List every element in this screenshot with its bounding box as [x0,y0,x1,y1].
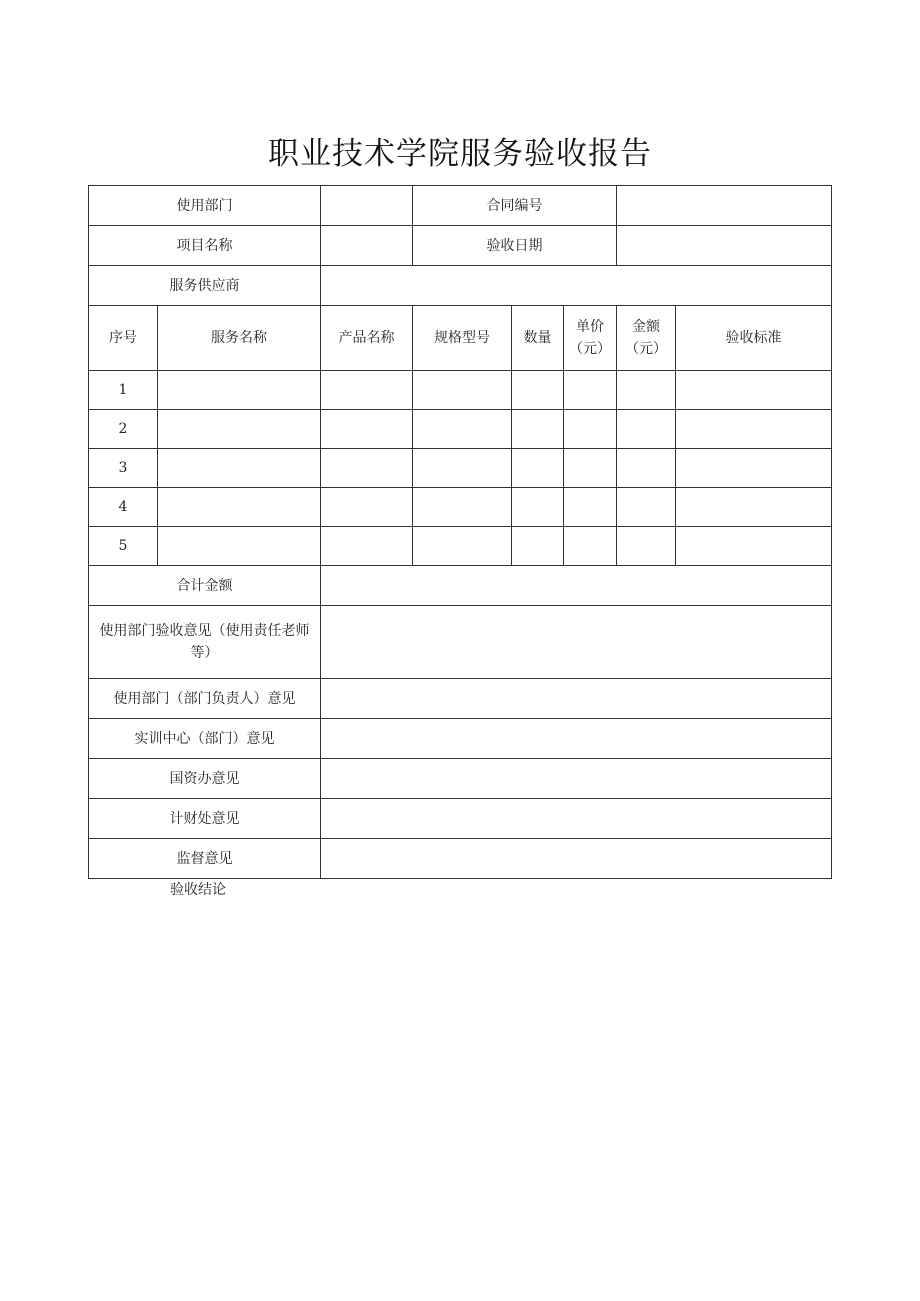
row-qty-cell[interactable] [512,410,564,449]
project-label: 项目名称 [89,226,321,266]
row-qty-cell[interactable] [512,527,564,566]
date-value-cell[interactable] [617,226,832,266]
acceptance-form-table [88,185,832,879]
dept-head-value-cell[interactable] [321,679,832,719]
row-standard-cell[interactable] [676,488,832,527]
col-spec: 规格型号 [413,306,512,371]
header-row-3 [89,266,832,306]
row-amount-cell[interactable] [617,488,676,527]
conclusion-label: 验收结论 [170,882,226,898]
supplier-label: 服务供应商 [89,266,321,306]
row-unit-price-cell[interactable] [564,527,617,566]
total-row [89,566,832,606]
table-row [89,449,832,488]
contract-no-value-cell[interactable] [617,186,832,226]
assets-office-value-cell[interactable] [321,759,832,799]
dept-head-row [89,679,832,719]
finance-office-label: 计财处意见 [89,799,321,839]
row-amount-cell[interactable] [617,410,676,449]
total-label: 合计金额 [89,566,321,606]
row-service-name-cell[interactable] [158,410,321,449]
row-standard-cell[interactable] [676,449,832,488]
supervision-label: 监督意见 [89,839,321,879]
row-service-name-cell[interactable] [158,371,321,410]
col-unit-price-line1: 单价 [576,319,604,335]
row-amount-cell[interactable] [617,371,676,410]
row-unit-price-cell[interactable] [564,371,617,410]
col-standard: 验收标准 [676,306,832,371]
col-amount-line2: （元） [625,341,668,357]
row-qty-cell[interactable] [512,449,564,488]
col-product-name: 产品名称 [321,306,413,371]
col-qty: 数量 [512,306,564,371]
supervision-row [89,839,832,879]
dept-value-cell[interactable] [321,186,413,226]
supplier-value-cell[interactable] [321,266,832,306]
table-row [89,371,832,410]
row-product-name-cell[interactable] [321,488,413,527]
row-seq: 1 [89,371,158,410]
row-amount-cell[interactable] [617,527,676,566]
row-spec-cell[interactable] [413,371,512,410]
finance-office-row [89,799,832,839]
column-header-row [89,306,832,371]
row-product-name-cell[interactable] [321,410,413,449]
row-unit-price-cell[interactable] [564,449,617,488]
dept-label: 使用部门 [89,186,321,226]
table-row [89,410,832,449]
row-product-name-cell[interactable] [321,527,413,566]
row-product-name-cell[interactable] [321,449,413,488]
row-seq: 5 [89,527,158,566]
row-spec-cell[interactable] [413,449,512,488]
row-qty-cell[interactable] [512,488,564,527]
row-spec-cell[interactable] [413,488,512,527]
table-row [89,488,832,527]
assets-office-row [89,759,832,799]
assets-office-label: 国资办意见 [89,759,321,799]
row-amount-cell[interactable] [617,449,676,488]
row-spec-cell[interactable] [413,410,512,449]
col-amount-line1: 金额 [632,319,661,335]
row-unit-price-cell[interactable] [564,410,617,449]
row-seq: 2 [89,410,158,449]
project-value-cell[interactable] [321,226,413,266]
row-unit-price-cell[interactable] [564,488,617,527]
row-spec-cell[interactable] [413,527,512,566]
col-unit-price-line2: （元） [569,341,611,357]
row-service-name-cell[interactable] [158,527,321,566]
col-seq: 序号 [89,306,158,371]
row-standard-cell[interactable] [676,371,832,410]
row-product-name-cell[interactable] [321,371,413,410]
total-value-cell[interactable] [321,566,832,606]
contract-no-label: 合同编号 [413,186,617,226]
row-standard-cell[interactable] [676,527,832,566]
finance-office-value-cell[interactable] [321,799,832,839]
supervision-value-cell[interactable] [321,839,832,879]
date-label: 验收日期 [413,226,617,266]
row-service-name-cell[interactable] [158,488,321,527]
training-center-row [89,719,832,759]
row-standard-cell[interactable] [676,410,832,449]
training-center-value-cell[interactable] [321,719,832,759]
dept-acceptance-value-cell[interactable] [321,606,832,679]
row-qty-cell[interactable] [512,371,564,410]
header-row-1 [89,186,832,226]
dept-head-label: 使用部门（部门负责人）意见 [89,679,321,719]
row-service-name-cell[interactable] [158,449,321,488]
col-unit-price [564,306,617,371]
training-center-label: 实训中心（部门）意见 [89,719,321,759]
row-seq: 4 [89,488,158,527]
dept-acceptance-row [89,606,832,679]
dept-acceptance-label: 使用部门验收意见（使用责任老师等） [89,606,321,679]
col-amount [617,306,676,371]
col-service-name: 服务名称 [158,306,321,371]
table-row [89,527,832,566]
page-title: 职业技术学院服务验收报告 [268,136,652,172]
header-row-2 [89,226,832,266]
row-seq: 3 [89,449,158,488]
